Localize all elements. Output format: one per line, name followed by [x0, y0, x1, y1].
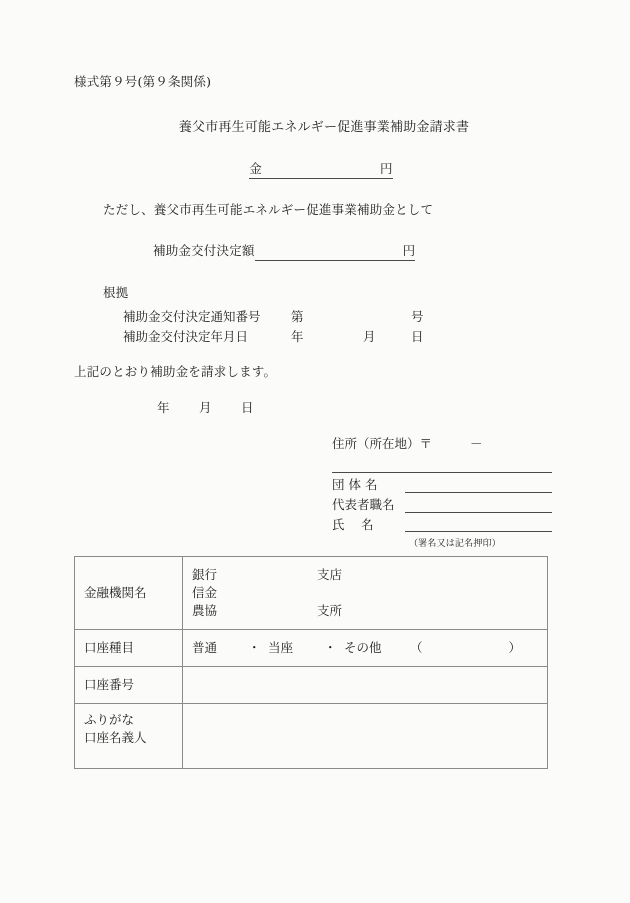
account-type-label: 口座種目 [75, 630, 183, 667]
submission-date-line [157, 400, 254, 416]
basis-notice-unit-dai: 第 [291, 309, 304, 324]
organization-name-label: 団 体 名 [332, 477, 378, 493]
document-title: 養父市再生可能エネルギー促進事業補助金請求書 [178, 120, 470, 135]
postal-code-dash: － [470, 436, 483, 451]
decided-amount-underline [255, 243, 416, 261]
claim-amount-prefix: 金 [249, 161, 262, 176]
representative-title-write-line[interactable] [405, 499, 552, 513]
institution-line-shinkin [192, 584, 538, 602]
account-holder-value[interactable] [183, 704, 548, 769]
submission-date-year: 年 [157, 400, 170, 415]
account-holder-name-label: 口座名義人 [84, 730, 147, 746]
account-type-separator-2: ・ [324, 639, 337, 655]
institution-type-shinkin: 信金 [192, 584, 218, 600]
account-type-paren-close: ） [508, 639, 522, 655]
account-type-other[interactable]: その他 [344, 639, 382, 655]
address-write-line[interactable] [332, 458, 552, 473]
basis-heading: 根拠 [103, 285, 129, 300]
branch-label-shisho: 支所 [317, 603, 343, 619]
claim-amount-underline [249, 161, 392, 179]
table-row-account-type [75, 630, 548, 667]
account-type-paren-open: （ [410, 639, 423, 655]
branch-label-shiten: 支店 [317, 566, 343, 582]
claim-amount-line [0, 161, 630, 179]
form-number: 様式第９号(第９条関係) [74, 74, 212, 89]
submission-date-month: 月 [199, 400, 212, 415]
organization-name-row [332, 477, 552, 493]
representative-name-write-line[interactable] [405, 518, 552, 532]
decided-amount-line [153, 243, 415, 261]
table-row-account-holder [75, 704, 548, 769]
applicant-block [332, 436, 552, 549]
account-holder-label [75, 704, 183, 769]
bank-account-table [74, 556, 548, 769]
basis-notice-unit-gou: 号 [411, 309, 424, 324]
basis-date-unit-day: 日 [411, 329, 424, 344]
representative-name-row [332, 517, 552, 533]
basis-date-unit-year: 年 [291, 329, 304, 344]
account-number-label: 口座番号 [75, 667, 183, 704]
organization-name-write-line[interactable] [405, 479, 552, 493]
institution-line-bank [192, 566, 538, 584]
table-row-account-number [75, 667, 548, 704]
request-statement: 上記のとおり補助金を請求します。 [74, 364, 277, 379]
account-number-value[interactable] [183, 667, 548, 704]
representative-title-row [332, 497, 552, 513]
submission-date-day: 日 [241, 400, 254, 415]
financial-institution-label: 金融機関名 [75, 557, 183, 630]
seal-note: （署名又は記名押印） [408, 539, 501, 550]
claim-amount-suffix: 円 [380, 161, 393, 176]
basis-date-label: 補助金交付決定年月日 [123, 329, 249, 344]
table-row-financial-institution [75, 557, 548, 630]
address-line [332, 436, 552, 452]
representative-name-label: 氏 名 [332, 516, 374, 532]
account-type-ordinary[interactable]: 普通 [192, 639, 218, 655]
basis-row-decision-date [123, 327, 424, 345]
proviso-text: ただし、養父市再生可能エネルギー促進事業補助金として [103, 202, 434, 217]
account-type-current[interactable]: 当座 [268, 639, 294, 655]
decided-amount-suffix: 円 [402, 243, 416, 258]
financial-institution-value[interactable] [183, 557, 548, 630]
decided-amount-label: 補助金交付決定額 [153, 243, 255, 258]
institution-line-nokyo [192, 602, 538, 620]
institution-type-bank: 銀行 [192, 566, 218, 582]
account-type-options[interactable] [183, 630, 548, 667]
account-holder-furigana-label: ふりがな [84, 712, 135, 727]
representative-title-label: 代表者職名 [332, 496, 395, 512]
basis-row-notice-number [123, 307, 424, 325]
account-type-separator-1: ・ [248, 639, 261, 655]
address-label: 住所（所在地）〒 [332, 436, 433, 451]
basis-notice-label: 補助金交付決定通知番号 [123, 309, 261, 324]
basis-date-unit-month: 月 [363, 329, 376, 344]
institution-type-nokyo: 農協 [192, 603, 218, 619]
